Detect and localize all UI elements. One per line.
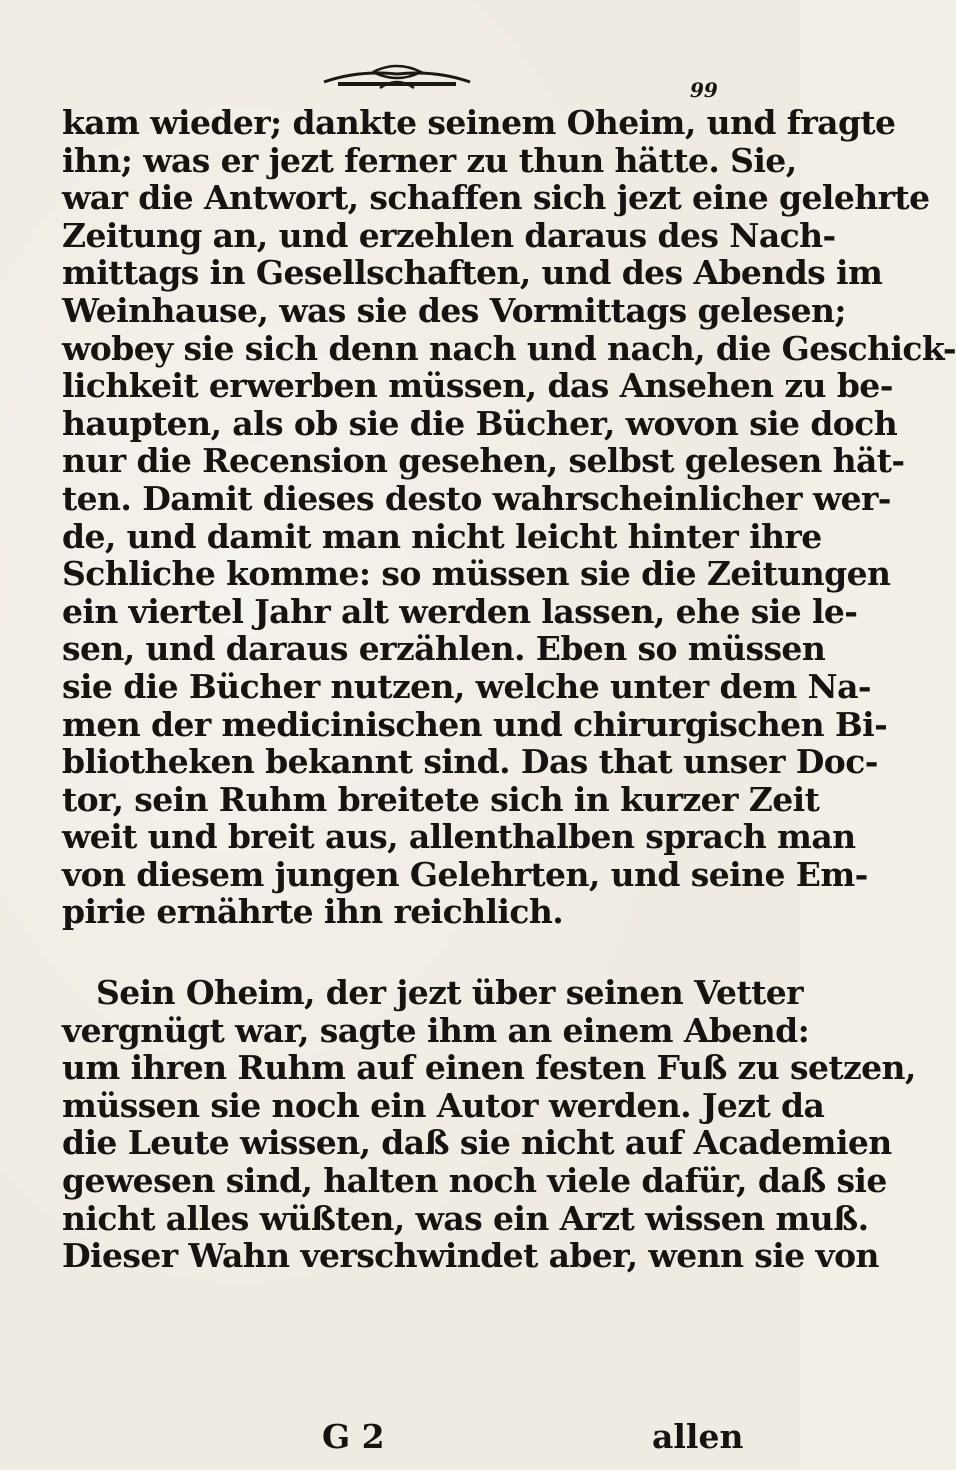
header-ornament (318, 62, 476, 92)
paragraph-2 (62, 973, 916, 1276)
text-line: tor, sein Ruhm breitete sich in kurzer Zeit (62, 779, 820, 819)
text-line: um ihren Ruhm auf einen festen Fuß zu setzen, (62, 1048, 916, 1088)
text-line: von diesem jungen Gelehrten, und seine Em- (62, 854, 868, 894)
printer-signature: G 2 (322, 1417, 385, 1456)
text-line: de, und damit man nicht leicht hinter ihre (62, 516, 822, 556)
text-line: Weinhause, was sie des Vormittags gelesen; (62, 290, 846, 330)
text-line: war die Antwort, schaffen sich jezt eine gelehrte (62, 178, 930, 218)
text-line: müssen sie noch ein Autor werden. Jezt da (62, 1085, 825, 1125)
text-line: ein viertel Jahr alt werden lassen, ehe sie le- (62, 591, 858, 631)
text-line: gewesen sind, halten noch viele dafür, daß sie (62, 1161, 887, 1201)
text-line: kam wieder; dankte seinem Oheim, und fragte (62, 103, 896, 142)
text-line: vergnügt war, sagte ihm an einem Abend: (62, 1010, 810, 1050)
text-line: sen, und daraus erzählen. Eben so müssen (62, 629, 826, 669)
text-block (62, 103, 956, 1276)
text-line: nur die Recension gesehen, selbst gelesen hät- (62, 441, 905, 481)
page-number: 99 (690, 78, 718, 102)
text-line: bliotheken bekannt sind. Das that unser Doc- (62, 742, 878, 782)
paragraph-gap (62, 931, 738, 974)
text-line: lichkeit erwerben müssen, das Ansehen zu be- (62, 366, 893, 406)
text-line: ihn; was er jezt ferner zu thun hätte. Sie, (62, 140, 797, 180)
text-line: Dieser Wahn verschwindet aber, wenn sie von (62, 1236, 879, 1276)
text-line: pirie ernährte ihn reichlich. (62, 892, 564, 932)
paragraph-1 (62, 103, 956, 932)
text-line: mittags in Gesellschaften, und des Abends im (62, 253, 883, 293)
text-line: Zeitung an, und erzehlen daraus des Nach- (62, 215, 836, 255)
text-line: weit und breit aus, allenthalben sprach man (62, 817, 856, 857)
text-line: men der medicinischen und chirurgischen Bi- (62, 704, 888, 744)
catchword: allen (652, 1417, 744, 1456)
text-line: Sein Oheim, der jezt über seinen Vetter (96, 973, 803, 1013)
text-line: haupten, als ob sie die Bücher, wovon sie doch (62, 403, 898, 443)
text-line: sie die Bücher nutzen, welche unter dem Na- (62, 666, 871, 706)
text-line: Schliche komme: so müssen sie die Zeitungen (62, 554, 891, 594)
text-line: nicht alles wüßten, was ein Arzt wissen muß. (62, 1198, 869, 1238)
text-line: ten. Damit dieses desto wahrscheinlicher wer- (62, 478, 891, 518)
text-line: wobey sie sich denn nach und nach, die Geschick- (62, 328, 956, 368)
text-line: die Leute wissen, daß sie nicht auf Academien (62, 1123, 892, 1163)
